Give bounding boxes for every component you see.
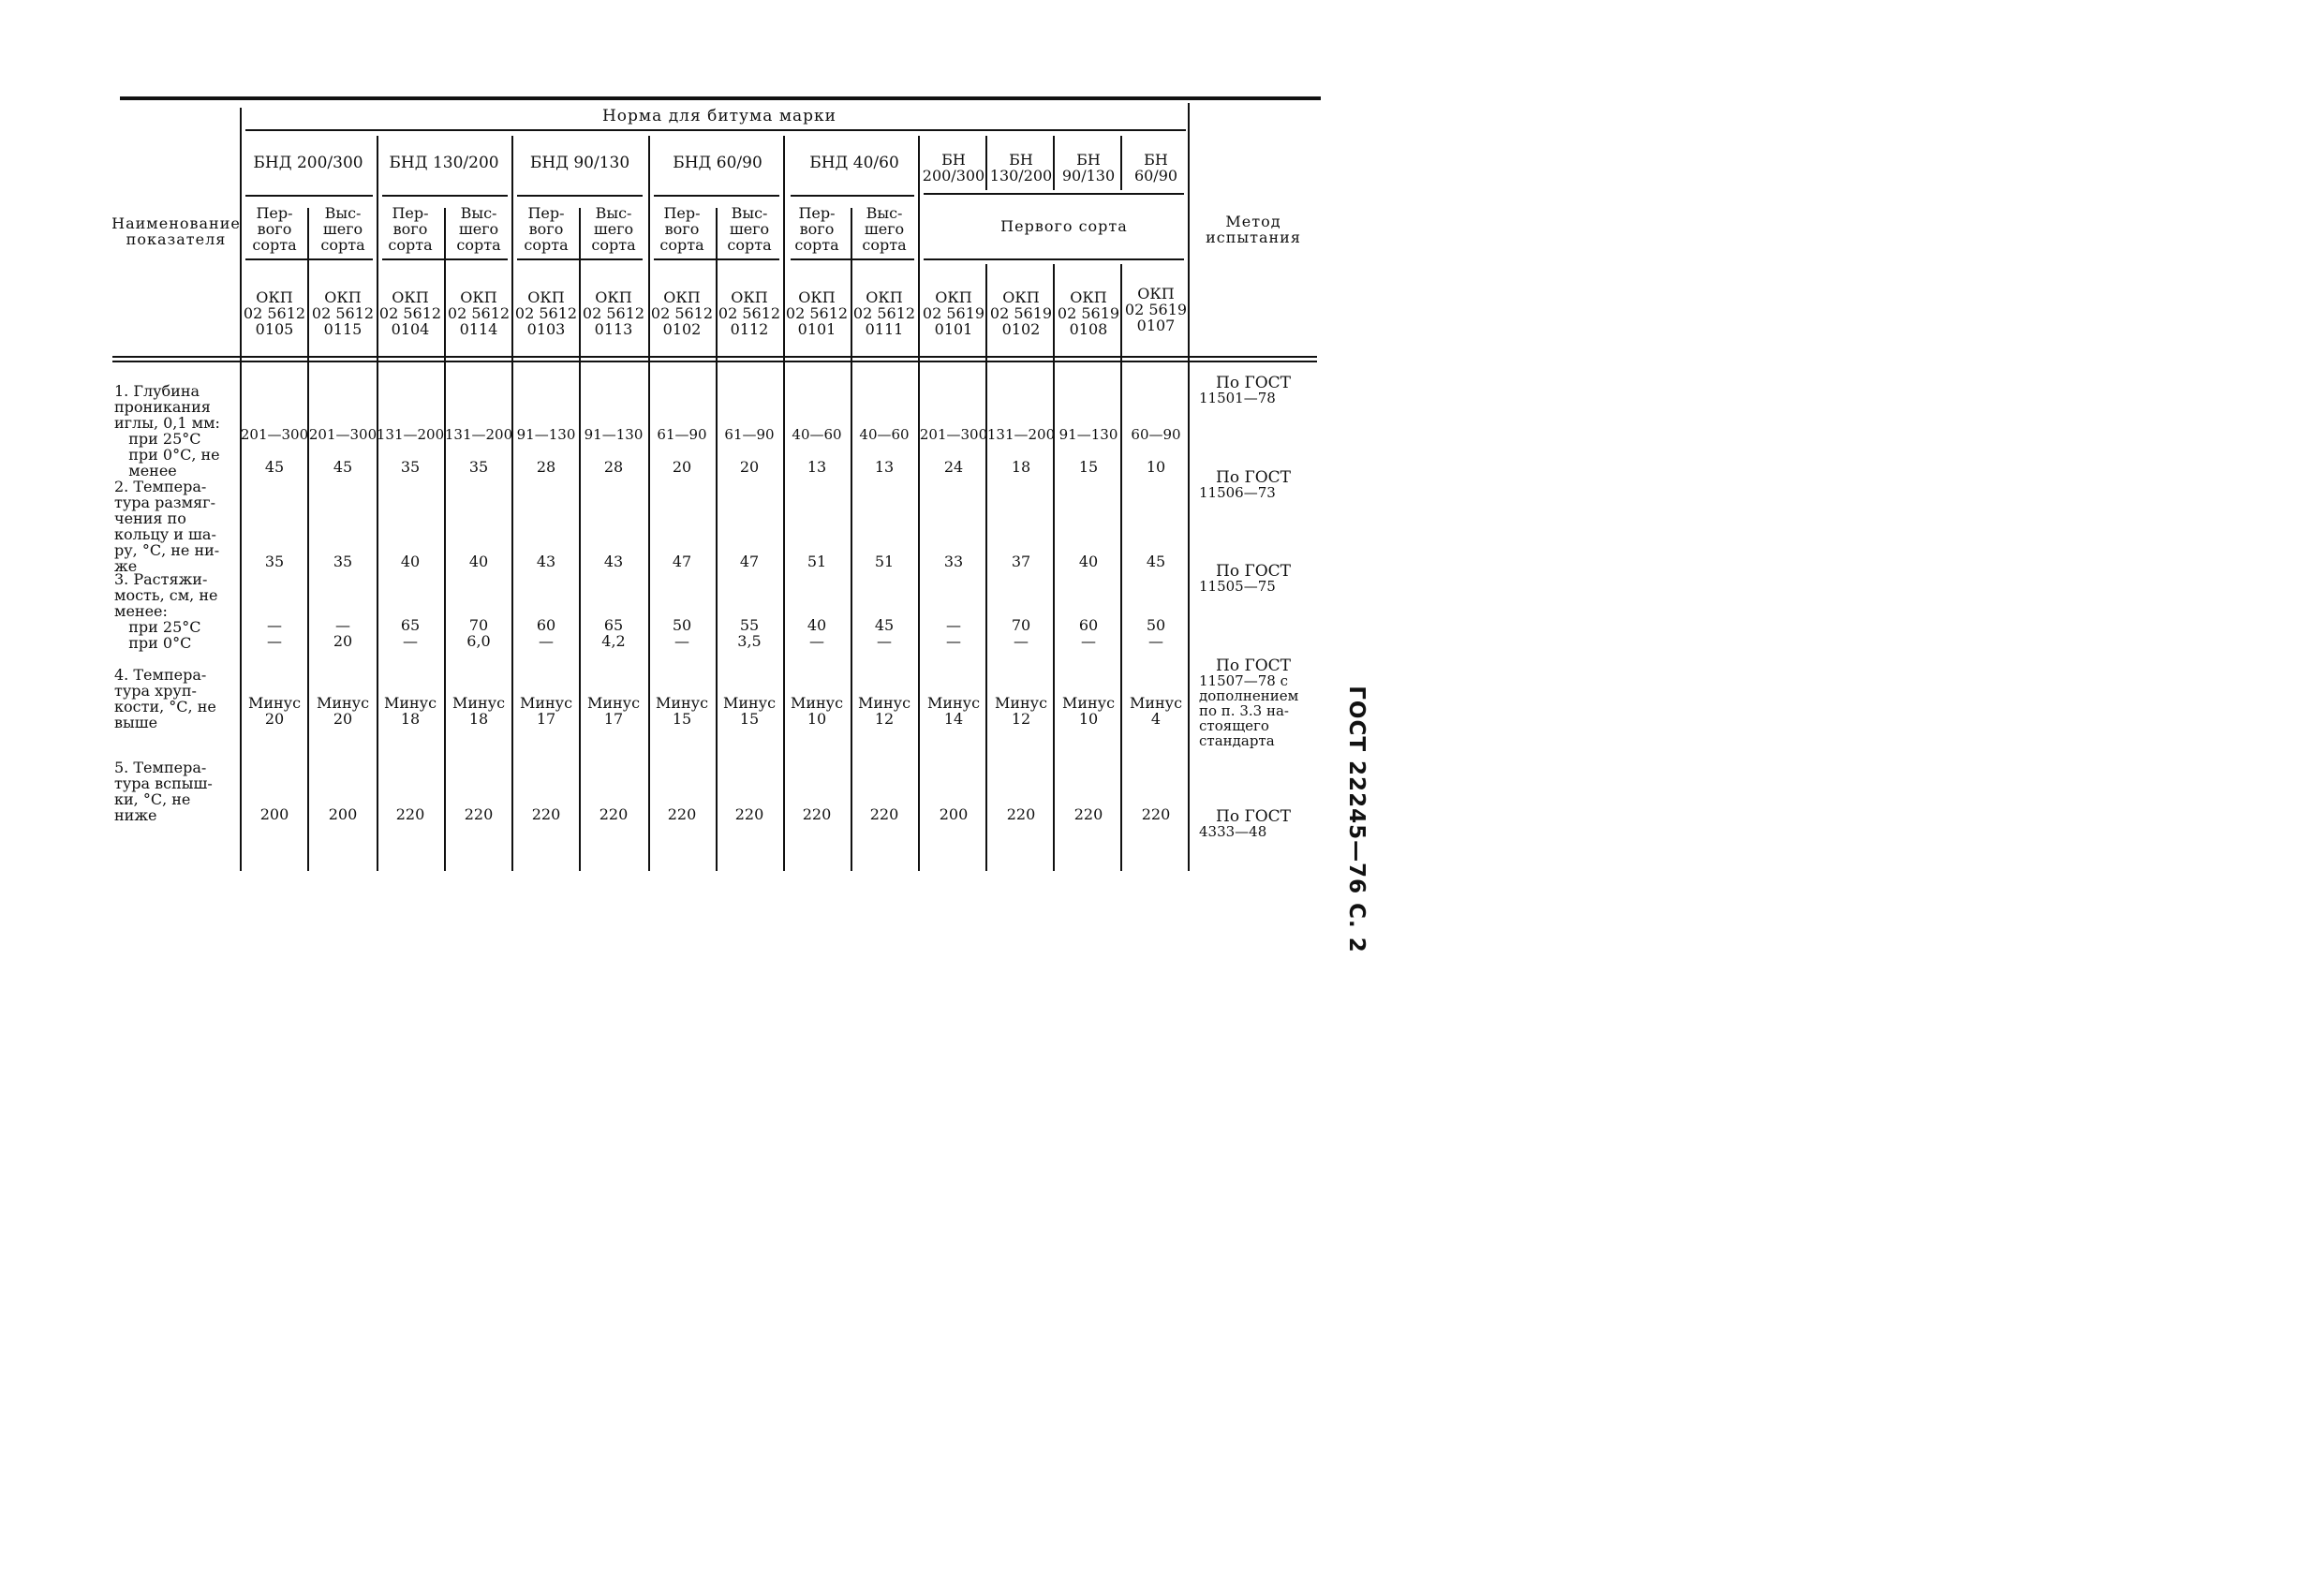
cell-penetration-0: 35 [468,458,489,476]
group-title: БНД 90/130 [529,154,630,172]
cell-flash-point: 220 [734,805,764,823]
cell-penetration-25: 40—60 [792,426,842,443]
cell-ductility-0: — [877,632,892,650]
group-title: БНД 60/90 [673,154,762,172]
cell-brittleness: Минус 12 [994,694,1048,728]
table-body [0,0,1469,1007]
cell-ductility-25: 60 [536,616,556,634]
cell-flash-point: 220 [599,805,629,823]
cell-penetration-0: 28 [603,458,624,476]
cell-brittleness: Минус 17 [586,694,641,728]
cell-penetration-0: 28 [536,458,556,476]
cell-flash-point: 220 [1141,805,1171,823]
param-name-header: Наименование показателя [111,214,241,248]
cell-brittleness: Минус 17 [519,694,573,728]
grade-first: Пер- вого сорта [659,204,704,254]
cell-ductility-25: — [946,616,961,634]
page-side-caption: ГОСТ 22245—76 С. 2 [1344,686,1369,953]
okp-code: ОКП 02 5612 0114 [447,288,511,338]
cell-ductility-25: 60 [1078,616,1099,634]
cell-brittleness: Минус 10 [1061,694,1116,728]
okp-code: ОКП 02 5619 0108 [1057,288,1120,338]
cell-penetration-25: 91—130 [584,426,644,443]
cell-brittleness: Минус 14 [926,694,981,728]
cell-ductility-0: — [674,632,689,650]
cell-brittleness: Минус 20 [247,694,302,728]
cell-ductility-25: 70 [1011,616,1031,634]
cell-brittleness: Минус 15 [655,694,709,728]
method-cell [1199,809,1291,839]
cell-ductility-25: — [335,616,350,634]
cell-softening: 45 [1146,553,1166,570]
cell-flash-point: 220 [395,805,425,823]
method-cell [1199,658,1298,748]
cell-flash-point: 220 [531,805,561,823]
cell-ductility-0: — [946,632,961,650]
cell-softening: 33 [943,553,964,570]
cell-ductility-25: 40 [807,616,827,634]
cell-ductility-0: 6,0 [466,632,491,650]
cell-penetration-0: 24 [943,458,964,476]
grade-higher: Выс- шего сорта [591,204,636,254]
cell-flash-point: 220 [667,805,697,823]
cell-brittleness: Минус 10 [790,694,844,728]
okp-code: ОКП 02 5612 0104 [378,288,442,338]
row-label-softening: 2. Темпера- тура размяг- чения по кольцу и ша- ру, °С, не ни- же [114,478,220,575]
group-title: БНД 40/60 [809,154,899,172]
method-header: Метод испытания [1206,213,1301,246]
cell-ductility-25: 65 [400,616,421,634]
cell-ductility-0: — [1148,632,1163,650]
method-number: 11501—78 [1199,390,1276,406]
okp-code: ОКП 02 5612 0105 [243,288,306,338]
method-cell [1199,564,1291,594]
cell-penetration-25: 201—300 [308,426,377,443]
method-cell [1199,470,1291,500]
cell-softening: 35 [333,553,353,570]
cell-flash-point: 220 [802,805,832,823]
cell-penetration-25: 61—90 [657,426,707,443]
cell-ductility-0: — [267,632,282,650]
cell-penetration-0: 15 [1078,458,1099,476]
cell-softening: 37 [1011,553,1031,570]
cell-softening: 40 [468,553,489,570]
cell-ductility-25: 45 [874,616,895,634]
cell-ductility-0: — [1081,632,1096,650]
method-gost: По ГОСТ [1216,562,1292,581]
cell-ductility-0: — [1014,632,1029,650]
grade-first: Пер- вого сорта [252,204,297,254]
method-gost: По ГОСТ [1216,807,1292,826]
cell-softening: 43 [536,553,556,570]
okp-code: ОКП 02 5612 0103 [514,288,578,338]
cell-flash-point: 220 [869,805,899,823]
bn-first-grade: Первого сорта [1000,217,1128,235]
cell-brittleness: Минус 18 [451,694,506,728]
method-number: 11505—75 [1199,578,1276,595]
okp-code: ОКП 02 5612 0113 [582,288,645,338]
cell-ductility-25: 50 [1146,616,1166,634]
cell-softening: 40 [1078,553,1099,570]
cell-penetration-25: 131—200 [986,426,1056,443]
method-number: 11506—73 [1199,484,1276,501]
grade-higher: Выс- шего сорта [320,204,365,254]
grade-first: Пер- вого сорта [524,204,569,254]
cell-penetration-0: 45 [333,458,353,476]
method-cell [1199,376,1291,406]
cell-ductility-0: — [809,632,824,650]
cell-brittleness: Минус 4 [1129,694,1183,728]
bn-group-title: БН 60/90 [1133,151,1178,184]
cell-ductility-25: — [267,616,282,634]
cell-flash-point: 220 [464,805,494,823]
cell-penetration-0: 35 [400,458,421,476]
cell-softening: 35 [264,553,285,570]
cell-penetration-0: 18 [1011,458,1031,476]
norma-title: Норма для битума марки [601,107,837,125]
method-gost: По ГОСТ [1216,374,1292,392]
grade-higher: Выс- шего сорта [862,204,907,254]
cell-penetration-0: 13 [807,458,827,476]
cell-brittleness: Минус 18 [383,694,437,728]
okp-code: ОКП 02 5619 0107 [1124,285,1188,334]
cell-ductility-0: 20 [333,632,353,650]
cell-brittleness: Минус 20 [316,694,370,728]
row-label-ductility: 3. Растяжи- мость, см, не менее: при 25°С при 0°С [114,570,218,652]
cell-flash-point: 200 [939,805,969,823]
cell-penetration-0: 13 [874,458,895,476]
bn-group-title: БН 200/300 [922,151,985,184]
okp-code: ОКП 02 5612 0115 [311,288,375,338]
cell-softening: 47 [672,553,692,570]
cell-penetration-25: 61—90 [724,426,775,443]
cell-ductility-0: 4,2 [601,632,626,650]
cell-ductility-25: 65 [603,616,624,634]
okp-code: ОКП 02 5612 0111 [852,288,916,338]
cell-softening: 40 [400,553,421,570]
cell-softening: 51 [807,553,827,570]
cell-penetration-25: 131—200 [376,426,445,443]
row-label-brittleness: 4. Темпера- тура хруп- кости, °С, не выше [114,666,216,731]
grade-first: Пер- вого сорта [388,204,433,254]
cell-penetration-25: 60—90 [1131,426,1181,443]
group-title: БНД 130/200 [389,154,499,172]
cell-softening: 43 [603,553,624,570]
cell-softening: 51 [874,553,895,570]
grade-first: Пер- вого сорта [794,204,839,254]
method-number: 11507—78 с дополнением по п. 3.3 на- стоящего стандарта [1199,672,1299,749]
group-title: БНД 200/300 [253,154,363,172]
cell-ductility-25: 55 [739,616,760,634]
okp-code: ОКП 02 5619 0102 [989,288,1053,338]
cell-flash-point: 220 [1073,805,1103,823]
cell-penetration-25: 201—300 [919,426,988,443]
method-number: 4333—48 [1199,823,1267,840]
grade-higher: Выс- шего сорта [727,204,772,254]
okp-code: ОКП 02 5619 0101 [922,288,985,338]
cell-ductility-0: — [539,632,554,650]
method-gost: По ГОСТ [1216,468,1292,487]
cell-penetration-0: 10 [1146,458,1166,476]
cell-penetration-25: 131—200 [444,426,513,443]
cell-flash-point: 200 [259,805,289,823]
cell-softening: 47 [739,553,760,570]
cell-penetration-25: 91—130 [1058,426,1118,443]
cell-brittleness: Минус 15 [722,694,777,728]
row-label-flash: 5. Темпера- тура вспыш- ки, °С, не ниже [114,759,213,824]
grade-higher: Выс- шего сорта [456,204,501,254]
row-label-penetration: 1. Глубина проникания иглы, 0,1 мм: при 25°С при 0°С, не менее [114,382,220,479]
cell-flash-point: 220 [1006,805,1036,823]
okp-code: ОКП 02 5612 0101 [785,288,849,338]
cell-ductility-0: — [403,632,418,650]
cell-penetration-0: 20 [739,458,760,476]
bn-group-title: БН 90/130 [1061,151,1116,184]
okp-code: ОКП 02 5612 0112 [718,288,781,338]
cell-penetration-0: 20 [672,458,692,476]
cell-ductility-25: 70 [468,616,489,634]
cell-penetration-25: 201—300 [240,426,309,443]
bn-group-title: БН 130/200 [989,151,1053,184]
cell-penetration-0: 45 [264,458,285,476]
cell-ductility-0: 3,5 [737,632,762,650]
method-gost: По ГОСТ [1216,656,1292,675]
okp-code: ОКП 02 5612 0102 [650,288,714,338]
cell-ductility-25: 50 [672,616,692,634]
cell-flash-point: 200 [328,805,358,823]
cell-penetration-25: 40—60 [859,426,910,443]
cell-brittleness: Минус 12 [857,694,911,728]
cell-penetration-25: 91—130 [516,426,576,443]
